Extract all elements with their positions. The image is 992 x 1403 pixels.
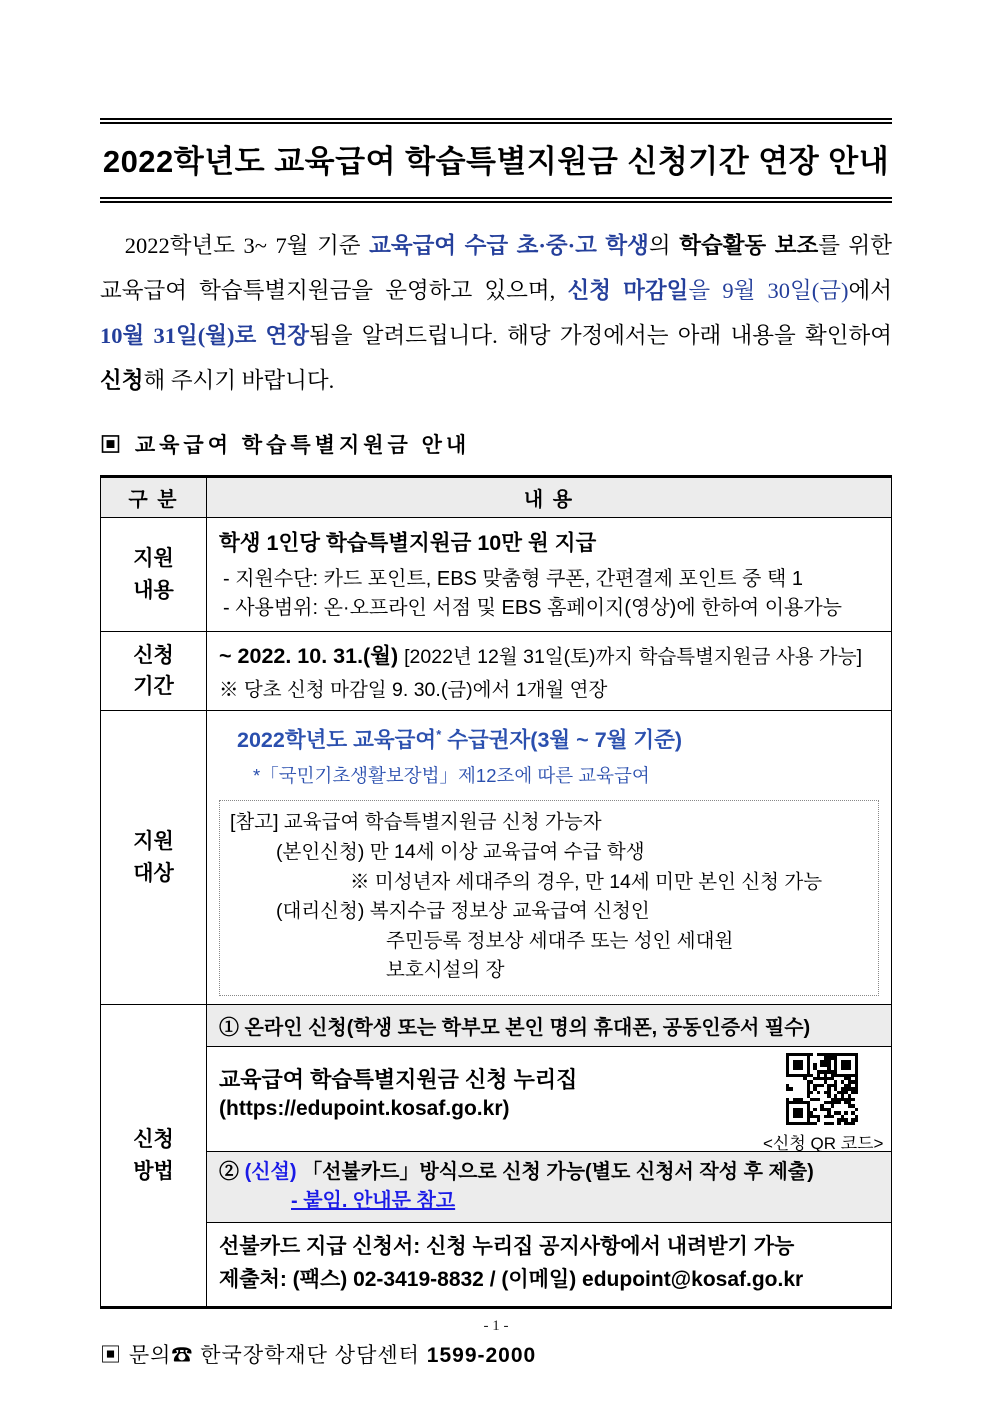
method-online-band: ① 온라인 신청(학생 또는 학부모 본인 명의 휴대폰, 공동인증서 필수) [207, 1005, 891, 1047]
band2-new-tag: (신설) [244, 1161, 297, 1183]
prepaid-band-line1 [219, 1158, 879, 1187]
ref-line: 보호시설의 장 [386, 959, 505, 982]
qr-wrap [763, 1051, 884, 1154]
period-deadline-line [219, 640, 879, 672]
contact-line [100, 1339, 892, 1369]
row-label-method [101, 1005, 207, 1308]
target-heading-asterisk: * [436, 727, 442, 743]
row-label-target [101, 711, 207, 1005]
row-label-support [101, 518, 207, 632]
intro-text: 해 주시기 바랍니다. [143, 368, 335, 393]
intro-text: 에서 [848, 278, 892, 303]
row-content-method [207, 1005, 892, 1308]
intro-emphasis: 신청 [100, 368, 144, 393]
row-content-support [207, 518, 892, 632]
row-content-period [207, 632, 892, 711]
phone-icon: ☎ [171, 1344, 194, 1368]
attachment-note: - 붙임. 안내문 참고 [291, 1190, 456, 1212]
contact-org: 한국장학재단 상담센터 [193, 1344, 427, 1368]
header-category: 구 분 [101, 477, 207, 518]
contact-number: 1599-2000 [426, 1344, 537, 1368]
period-note: ※ 당초 신청 마감일 9. 30.(금)에서 1개월 연장 [219, 679, 608, 702]
support-item: - 지원수단: 카드 포인트, EBS 맞춤형 쿠폰, 간편결제 포인트 중 택 1 [223, 568, 803, 590]
intro-text: 을 [688, 278, 723, 303]
target-heading [219, 719, 879, 756]
intro-date: 9월 30일(금) [722, 278, 849, 303]
site-url: (https://edupoint.kosaf.go.kr) [219, 1097, 510, 1121]
intro-emphasis: 학습활동 보조 [679, 233, 819, 258]
band2-number: ② [219, 1161, 245, 1183]
page-title: 2022학년도 교육급여 학습특별지원금 신청기간 연장 안내 [102, 144, 890, 179]
qr-code [786, 1053, 858, 1125]
intro-text: 됨을 알려드립니다. 해당 가정에서는 아래 내용을 확인하여 [308, 323, 892, 348]
row-content-target [207, 711, 892, 1005]
period-deadline: ~ 2022. 10. 31.(월) [219, 644, 405, 668]
title-banner [100, 118, 892, 203]
ref-line: 주민등록 정보상 세대주 또는 성인 세대원 [386, 929, 734, 952]
info-table [100, 475, 892, 1309]
intro-paragraph [100, 223, 892, 403]
table-row-method [101, 1005, 892, 1308]
row-label-text: 신청 [133, 643, 174, 667]
header-detail: 내 용 [207, 477, 892, 518]
row-label-text: 지원 [133, 547, 174, 570]
prepaid-submit-line: 제출처: (팩스) 02-3419-8832 / (이메일) edupoint@kosaf.go.kr [219, 1267, 804, 1291]
row-label-text: 내용 [133, 578, 174, 602]
support-amount: 학생 1인당 학습특별지원금 10만 원 지급 [219, 531, 597, 555]
prepaid-download-line: 선불카드 지급 신청서: 신청 누리집 공지사항에서 내려받기 가능 [219, 1235, 795, 1258]
period-deadline-note: [2022년 12월 31일(토)까지 학습특별지원금 사용 가능] [404, 646, 863, 668]
intro-emphasis: 신청 마감일 [567, 278, 689, 303]
ref-line: (대리신청) 복지수급 정보상 교육급여 신청인 [276, 900, 650, 923]
ref-line: [참고] 교육급여 학습특별지원금 신청 가능자 [230, 811, 602, 834]
row-label-text: 지원 [133, 830, 174, 854]
table-row-period [101, 632, 892, 711]
target-heading-text: 수급권자(3월 ~ 7월 기준) [441, 728, 683, 753]
band2-text: 「선불카드」방식으로 신청 가능(별도 신청서 작성 후 제출) [296, 1161, 814, 1183]
method-prepaid-band [207, 1151, 891, 1223]
section-heading: ▣ 교육급여 학습특별지원금 안내 [100, 434, 471, 457]
intro-text: 의 [648, 233, 680, 258]
row-label-text: 대상 [133, 861, 174, 885]
row-label-text: 신청 [133, 1128, 174, 1152]
qr-label: <신청 QR 코드> [763, 1134, 884, 1153]
page-number: - 1 - [483, 1318, 509, 1334]
intro-emphasis: 교육급여 수급 초·중·고 학생 [369, 233, 649, 258]
intro-text: 를 위한 교육급여 학습특별지원금을 운영하고 있으며, [100, 233, 892, 303]
site-title: 교육급여 학습특별지원금 신청 누리집 [219, 1067, 578, 1092]
table-header-row [101, 477, 892, 518]
target-footnote: *「국민기초생활보장법」제12조에 따른 교육급여 [253, 765, 650, 787]
method-site-block [207, 1047, 891, 1151]
row-label-text: 기간 [133, 675, 174, 699]
contact-prefix: ▣ 문의 [100, 1344, 172, 1368]
reference-box [219, 800, 879, 996]
prepaid-band-line2 [219, 1187, 879, 1216]
intro-date-extended: 10월 31일(월)로 연장 [100, 323, 309, 348]
table-row-support [101, 518, 892, 632]
support-item: - 사용범위: 온·오프라인 서점 및 EBS 홈페이지(영상)에 한하여 이용가능 [223, 597, 842, 619]
prepaid-detail-block [207, 1223, 891, 1306]
target-heading-text: 2022학년도 교육급여 [237, 728, 437, 753]
intro-text: 2022학년도 3~ 7월 기준 [124, 233, 370, 258]
ref-line: ※ 미성년자 세대주의 경우, 만 14세 미만 본인 신청 가능 [350, 870, 823, 893]
row-label-text: 방법 [133, 1159, 174, 1183]
ref-line: (본인신청) 만 14세 이상 교육급여 수급 학생 [276, 840, 645, 863]
row-label-period [101, 632, 207, 711]
table-row-target [101, 711, 892, 1005]
